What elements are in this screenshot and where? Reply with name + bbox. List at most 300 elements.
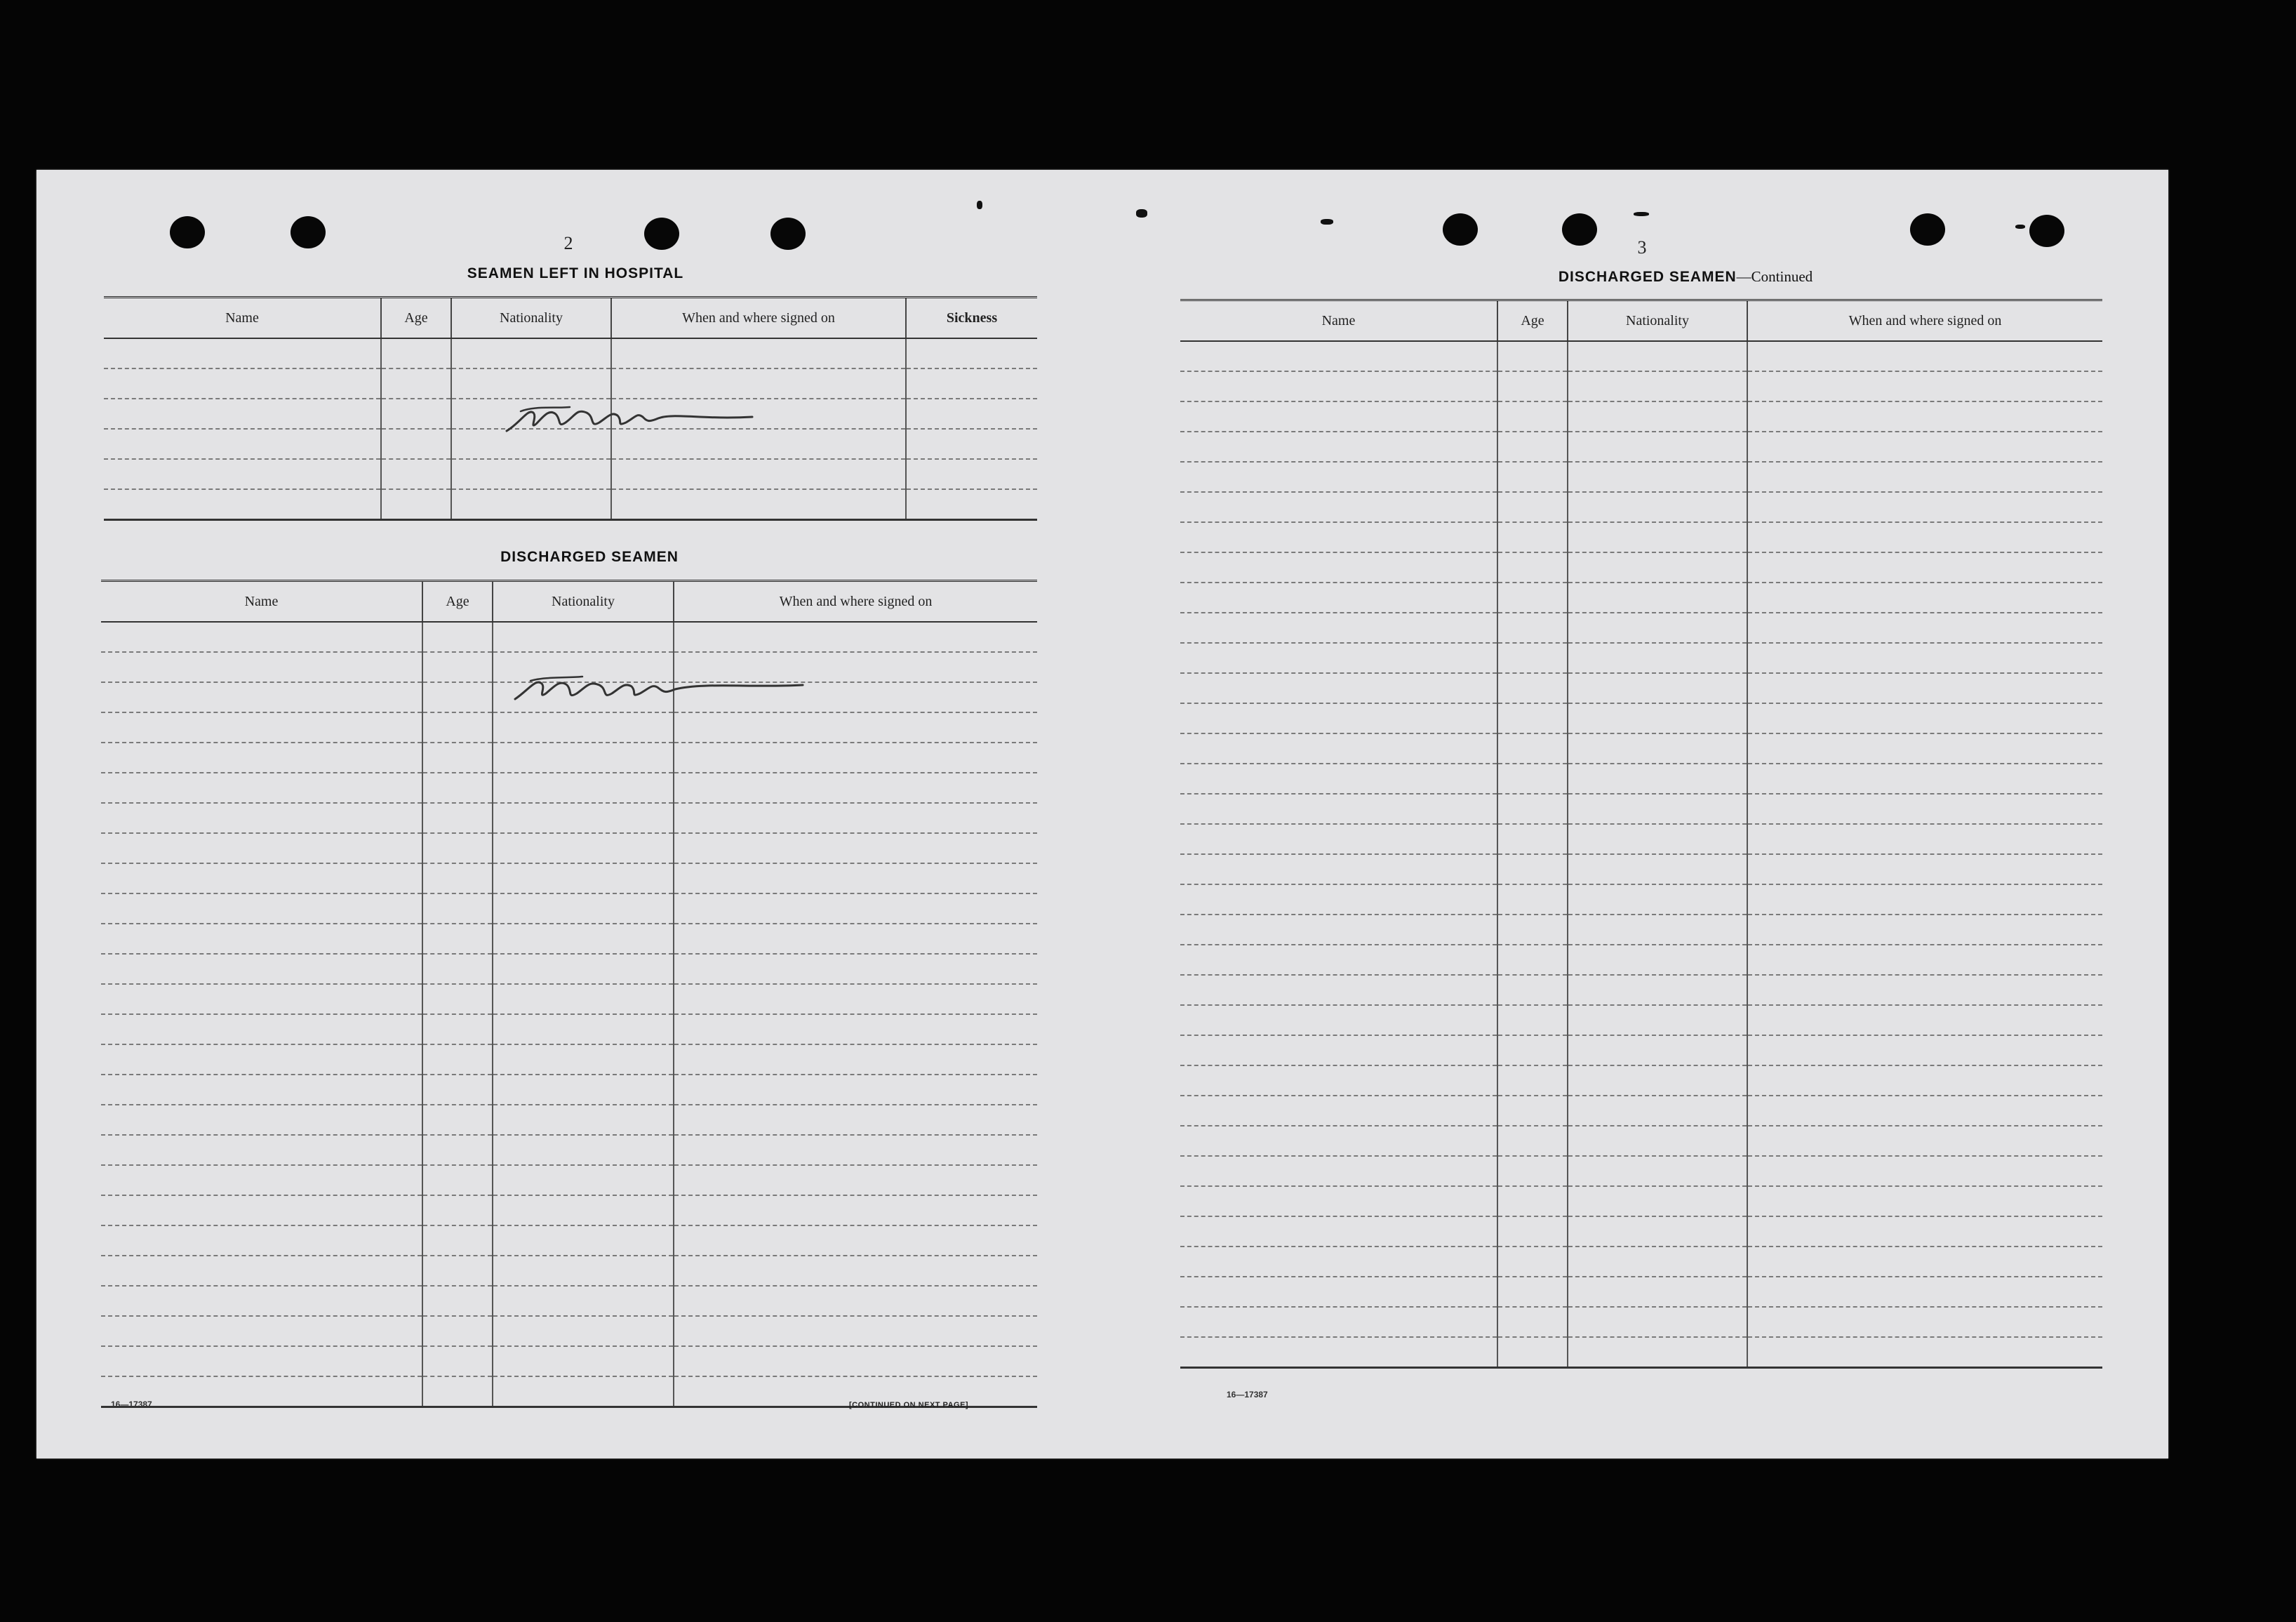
- table-cell: [674, 863, 1037, 893]
- table-cell: [1497, 764, 1568, 794]
- table-cell: [611, 338, 906, 368]
- table-cell: [422, 1346, 493, 1376]
- table-row: [101, 833, 1037, 863]
- table-row: [1180, 1156, 2102, 1186]
- table-cell: [1497, 854, 1568, 884]
- table-cell: [422, 773, 493, 803]
- table-row: [1180, 975, 2102, 1005]
- table-cell: [422, 1165, 493, 1195]
- table-cell: [1568, 945, 1747, 975]
- table-cell: [101, 712, 422, 743]
- table-cell: [422, 1316, 493, 1346]
- table-cell: [674, 1316, 1037, 1346]
- table-cell: [101, 1195, 422, 1225]
- table-cell: [381, 338, 451, 368]
- page-number: 2: [563, 233, 573, 253]
- column-header-age: Age: [422, 581, 493, 623]
- table-row: [101, 1044, 1037, 1075]
- table-cell: [1568, 432, 1747, 462]
- table-cell: [1497, 643, 1568, 673]
- table-cell: [101, 803, 422, 833]
- table-cell: [1497, 1186, 1568, 1216]
- table-cell: [422, 984, 493, 1014]
- table-row: [101, 893, 1037, 924]
- table-row: [101, 1014, 1037, 1044]
- table-cell: [1747, 1277, 2102, 1307]
- table-cell: [493, 1044, 674, 1075]
- table-cell: [674, 984, 1037, 1014]
- table-cell: [1747, 1186, 2102, 1216]
- column-header-age: Age: [381, 298, 451, 339]
- table-cell: [1747, 824, 2102, 854]
- table-cell: [1497, 1216, 1568, 1247]
- table-cell: [1747, 522, 2102, 552]
- table-cell: [1747, 703, 2102, 733]
- table-row: [101, 924, 1037, 954]
- table-cell: [1568, 1216, 1747, 1247]
- table-header-row: [104, 298, 1037, 339]
- table-cell: [1180, 1126, 1497, 1156]
- table-cell: [1180, 462, 1497, 492]
- table-row: [104, 489, 1037, 520]
- table-cell: [1180, 1035, 1497, 1065]
- table-cell: [674, 712, 1037, 743]
- column-header-name: Name: [104, 298, 381, 339]
- table-cell: [101, 833, 422, 863]
- table-cell: [422, 924, 493, 954]
- table-cell: [1568, 703, 1747, 733]
- table-cell: [1180, 1096, 1497, 1126]
- table-cell: [493, 1135, 674, 1165]
- table-cell: [1568, 1247, 1747, 1277]
- table-cell: [493, 1165, 674, 1195]
- table-cell: [1497, 583, 1568, 613]
- table-row: [101, 1256, 1037, 1286]
- table-cell: [493, 863, 674, 893]
- table-cell: [1568, 1096, 1747, 1126]
- table-row: [101, 712, 1037, 743]
- table-cell: [674, 622, 1037, 652]
- table-cell: [1568, 552, 1747, 583]
- table-row: [101, 863, 1037, 893]
- table-cell: [1747, 945, 2102, 975]
- table-cell: [674, 773, 1037, 803]
- table-row: [101, 1225, 1037, 1256]
- table-cell: [1497, 552, 1568, 583]
- table-cell: [1568, 884, 1747, 915]
- table-cell: [101, 1346, 422, 1376]
- table-cell: [1747, 613, 2102, 643]
- table-row: [1180, 945, 2102, 975]
- table-cell: [422, 1044, 493, 1075]
- table-cell: [1747, 1307, 2102, 1337]
- table-cell: [101, 773, 422, 803]
- table-cell: [1568, 583, 1747, 613]
- table-cell: [1497, 673, 1568, 703]
- table-row: [1180, 854, 2102, 884]
- table-cell: [1180, 1216, 1497, 1247]
- table-row: [1180, 884, 2102, 915]
- table-cell: [101, 1014, 422, 1044]
- table-cell: [1180, 703, 1497, 733]
- table-cell: [1568, 643, 1747, 673]
- table-cell: [1497, 1126, 1568, 1156]
- table-cell: [906, 429, 1037, 459]
- table-cell: [906, 338, 1037, 368]
- table-cell: [1568, 1005, 1747, 1035]
- table-cell: [1747, 1216, 2102, 1247]
- table-row: [101, 743, 1037, 773]
- table-row: [1180, 432, 2102, 462]
- table-row: [1180, 1126, 2102, 1156]
- table-cell: [1747, 673, 2102, 703]
- table-cell: [493, 1225, 674, 1256]
- table-cell: [1497, 1277, 1568, 1307]
- form-code: 16—17387: [1227, 1390, 1268, 1400]
- table-cell: [422, 1075, 493, 1105]
- table-cell: [1497, 703, 1568, 733]
- table-cell: [101, 682, 422, 712]
- table-cell: [1497, 1156, 1568, 1186]
- table-cell: [1747, 643, 2102, 673]
- table-cell: [1180, 341, 1497, 371]
- table-row: [101, 622, 1037, 652]
- table-row: [1180, 1005, 2102, 1035]
- table-cell: [1180, 1156, 1497, 1186]
- table-cell: [422, 803, 493, 833]
- table-cell: [101, 1316, 422, 1346]
- table-row: [1180, 1337, 2102, 1368]
- form-code: 16—17387: [111, 1400, 152, 1409]
- table-cell: [101, 863, 422, 893]
- table-cell: [906, 368, 1037, 399]
- table-cell: [493, 1105, 674, 1135]
- table-cell: [422, 1286, 493, 1316]
- column-header-signed-on: When and where signed on: [1747, 300, 2102, 342]
- table-cell: [674, 1286, 1037, 1316]
- table-cell: [1180, 401, 1497, 432]
- table-row: [101, 1105, 1037, 1135]
- table-cell: [493, 1195, 674, 1225]
- table-cell: [1180, 1186, 1497, 1216]
- table-cell: [674, 1075, 1037, 1105]
- table-cell: [674, 833, 1037, 863]
- column-header-age: Age: [1497, 300, 1568, 342]
- table-row: [1180, 643, 2102, 673]
- table-cell: [451, 489, 611, 520]
- table-cell: [1747, 371, 2102, 401]
- table-cell: [101, 652, 422, 682]
- table-cell: [1180, 975, 1497, 1005]
- table-row: [101, 1195, 1037, 1225]
- table-cell: [1747, 462, 2102, 492]
- table-cell: [674, 1165, 1037, 1195]
- table-cell: [1747, 1247, 2102, 1277]
- table-cell: [1568, 1035, 1747, 1065]
- table-row: [1180, 703, 2102, 733]
- table-cell: [101, 1044, 422, 1075]
- column-header-nationality: Nationality: [451, 298, 611, 339]
- table-row: [1180, 764, 2102, 794]
- table-row: [101, 1075, 1037, 1105]
- table-cell: [1568, 673, 1747, 703]
- hospital-section-title: SEAMEN LEFT IN HOSPITAL: [467, 265, 684, 281]
- table-cell: [1497, 945, 1568, 975]
- table-row: [1180, 673, 2102, 703]
- table-cell: [451, 338, 611, 368]
- table-cell: [1180, 583, 1497, 613]
- table-cell: [101, 1165, 422, 1195]
- table-cell: [422, 1376, 493, 1407]
- table-row: [1180, 1216, 2102, 1247]
- table-cell: [1497, 915, 1568, 945]
- table-cell: [493, 924, 674, 954]
- table-row: [1180, 401, 2102, 432]
- table-cell: [1180, 884, 1497, 915]
- table-cell: [1747, 733, 2102, 764]
- table-cell: [1568, 1065, 1747, 1096]
- table-cell: [101, 1225, 422, 1256]
- table-cell: [674, 924, 1037, 954]
- table-cell: [1180, 1247, 1497, 1277]
- table-cell: [493, 954, 674, 984]
- table-cell: [1568, 1307, 1747, 1337]
- table-cell: [1497, 432, 1568, 462]
- table-cell: [381, 368, 451, 399]
- table-cell: [101, 954, 422, 984]
- table-cell: [1180, 733, 1497, 764]
- table-row: [101, 1165, 1037, 1195]
- table-cell: [422, 1195, 493, 1225]
- table-cell: [1180, 522, 1497, 552]
- table-cell: [1747, 1126, 2102, 1156]
- table-cell: [493, 712, 674, 743]
- table-cell: [493, 1376, 674, 1407]
- table-cell: [1747, 884, 2102, 915]
- handwritten-none-entry: [500, 661, 808, 710]
- table-cell: [674, 1135, 1037, 1165]
- table-cell: [1180, 432, 1497, 462]
- table-cell: [1568, 915, 1747, 945]
- table-cell: [1497, 341, 1568, 371]
- table-cell: [1497, 794, 1568, 824]
- table-cell: [1497, 492, 1568, 522]
- table-row: [1180, 583, 2102, 613]
- table-cell: [674, 1256, 1037, 1286]
- column-header-name: Name: [1180, 300, 1497, 342]
- table-cell: [1497, 462, 1568, 492]
- column-header-nationality: Nationality: [1568, 300, 1747, 342]
- page-number: 3: [1637, 237, 1647, 258]
- table-cell: [422, 954, 493, 984]
- table-cell: [422, 712, 493, 743]
- table-cell: [1180, 854, 1497, 884]
- column-header-nationality: Nationality: [493, 581, 674, 623]
- table-cell: [493, 1346, 674, 1376]
- table-row: [1180, 613, 2102, 643]
- table-cell: [1747, 492, 2102, 522]
- table-cell: [381, 489, 451, 520]
- table-cell: [674, 1105, 1037, 1135]
- table-cell: [422, 622, 493, 652]
- table-cell: [1497, 884, 1568, 915]
- table-cell: [104, 489, 381, 520]
- table-cell: [493, 1286, 674, 1316]
- table-cell: [1568, 613, 1747, 643]
- table-cell: [1497, 613, 1568, 643]
- table-row: [1180, 824, 2102, 854]
- table-row: [1180, 371, 2102, 401]
- table-row: [1180, 462, 2102, 492]
- table-cell: [1497, 1005, 1568, 1035]
- table-cell: [1568, 462, 1747, 492]
- table-cell: [422, 1256, 493, 1286]
- table-cell: [422, 1135, 493, 1165]
- table-cell: [101, 1286, 422, 1316]
- table-cell: [674, 743, 1037, 773]
- table-cell: [1747, 915, 2102, 945]
- table-cell: [1747, 1035, 2102, 1065]
- table-cell: [493, 622, 674, 652]
- table-cell: [493, 773, 674, 803]
- discharged-continued-title: [1440, 268, 1931, 286]
- table-row: [101, 1135, 1037, 1165]
- table-cell: [381, 459, 451, 489]
- table-cell: [1568, 733, 1747, 764]
- table-cell: [1747, 432, 2102, 462]
- table-cell: [1180, 1337, 1497, 1368]
- table-cell: [101, 1105, 422, 1135]
- table-cell: [422, 1014, 493, 1044]
- continued-suffix: —Continued: [1736, 268, 1813, 285]
- table-cell: [1747, 1005, 2102, 1035]
- column-header-name: Name: [101, 581, 422, 623]
- table-cell: [101, 743, 422, 773]
- table-cell: [1747, 794, 2102, 824]
- table-cell: [381, 429, 451, 459]
- table-cell: [422, 1225, 493, 1256]
- column-header-sickness: Sickness: [906, 298, 1037, 339]
- table-cell: [1568, 522, 1747, 552]
- table-cell: [1568, 1156, 1747, 1186]
- table-cell: [1180, 643, 1497, 673]
- table-cell: [1180, 1065, 1497, 1096]
- table-row: [101, 1316, 1037, 1346]
- table-cell: [493, 1316, 674, 1346]
- table-cell: [104, 429, 381, 459]
- table-cell: [1747, 1096, 2102, 1126]
- table-cell: [1497, 1065, 1568, 1096]
- table-cell: [1568, 854, 1747, 884]
- table-cell: [674, 1195, 1037, 1225]
- table-cell: [493, 1014, 674, 1044]
- table-cell: [101, 1075, 422, 1105]
- table-cell: [493, 984, 674, 1014]
- table-cell: [1497, 371, 1568, 401]
- table-cell: [381, 399, 451, 429]
- table-cell: [674, 1346, 1037, 1376]
- column-header-signed-on: When and where signed on: [674, 581, 1037, 623]
- table-row: [1180, 1277, 2102, 1307]
- table-row: [1180, 794, 2102, 824]
- table-cell: [1180, 1277, 1497, 1307]
- continued-note: [CONTINUED ON NEXT PAGE]: [849, 1401, 969, 1409]
- table-cell: [1568, 341, 1747, 371]
- table-cell: [1747, 1337, 2102, 1368]
- table-cell: [1180, 1005, 1497, 1035]
- table-row: [1180, 1035, 2102, 1065]
- table-cell: [611, 489, 906, 520]
- table-cell: [493, 1075, 674, 1105]
- handwritten-none-entry: [493, 387, 759, 444]
- table-cell: [674, 954, 1037, 984]
- table-row: [104, 459, 1037, 489]
- table-cell: [422, 833, 493, 863]
- table-cell: [1180, 764, 1497, 794]
- table-cell: [1180, 945, 1497, 975]
- left-page: [36, 170, 1089, 1458]
- table-cell: [101, 622, 422, 652]
- table-header-row: [101, 581, 1037, 623]
- table-cell: [101, 984, 422, 1014]
- table-cell: [674, 893, 1037, 924]
- table-cell: [1497, 1307, 1568, 1337]
- table-cell: [1497, 733, 1568, 764]
- column-header-signed-on: When and where signed on: [611, 298, 906, 339]
- table-row: [1180, 492, 2102, 522]
- table-cell: [906, 459, 1037, 489]
- table-cell: [1568, 1277, 1747, 1307]
- table-cell: [101, 924, 422, 954]
- table-cell: [1747, 1065, 2102, 1096]
- table-cell: [1180, 673, 1497, 703]
- table-cell: [1180, 1307, 1497, 1337]
- table-cell: [1180, 613, 1497, 643]
- table-cell: [422, 863, 493, 893]
- table-cell: [1497, 824, 1568, 854]
- table-row: [1180, 552, 2102, 583]
- table-row: [1180, 1186, 2102, 1216]
- discharged-continued-table: [1180, 299, 2102, 1369]
- table-cell: [1568, 975, 1747, 1005]
- table-cell: [1497, 975, 1568, 1005]
- table-cell: [1568, 401, 1747, 432]
- table-cell: [104, 459, 381, 489]
- table-row: [1180, 341, 2102, 371]
- table-row: [1180, 1307, 2102, 1337]
- table-cell: [1180, 915, 1497, 945]
- table-cell: [1497, 1247, 1568, 1277]
- discharged-continued-title-text: DISCHARGED SEAMEN: [1558, 269, 1737, 285]
- table-row: [1180, 1247, 2102, 1277]
- table-cell: [1568, 1126, 1747, 1156]
- table-cell: [674, 1044, 1037, 1075]
- table-cell: [1180, 824, 1497, 854]
- table-cell: [1568, 794, 1747, 824]
- table-cell: [104, 399, 381, 429]
- table-cell: [101, 1135, 422, 1165]
- discharged-section-title: DISCHARGED SEAMEN: [500, 549, 679, 565]
- table-cell: [422, 1105, 493, 1135]
- table-cell: [101, 1256, 422, 1286]
- table-header-row: [1180, 300, 2102, 342]
- table-cell: [1180, 794, 1497, 824]
- table-cell: [493, 1256, 674, 1286]
- table-cell: [1747, 341, 2102, 371]
- table-cell: [1747, 854, 2102, 884]
- table-cell: [674, 1014, 1037, 1044]
- table-row: [104, 338, 1037, 368]
